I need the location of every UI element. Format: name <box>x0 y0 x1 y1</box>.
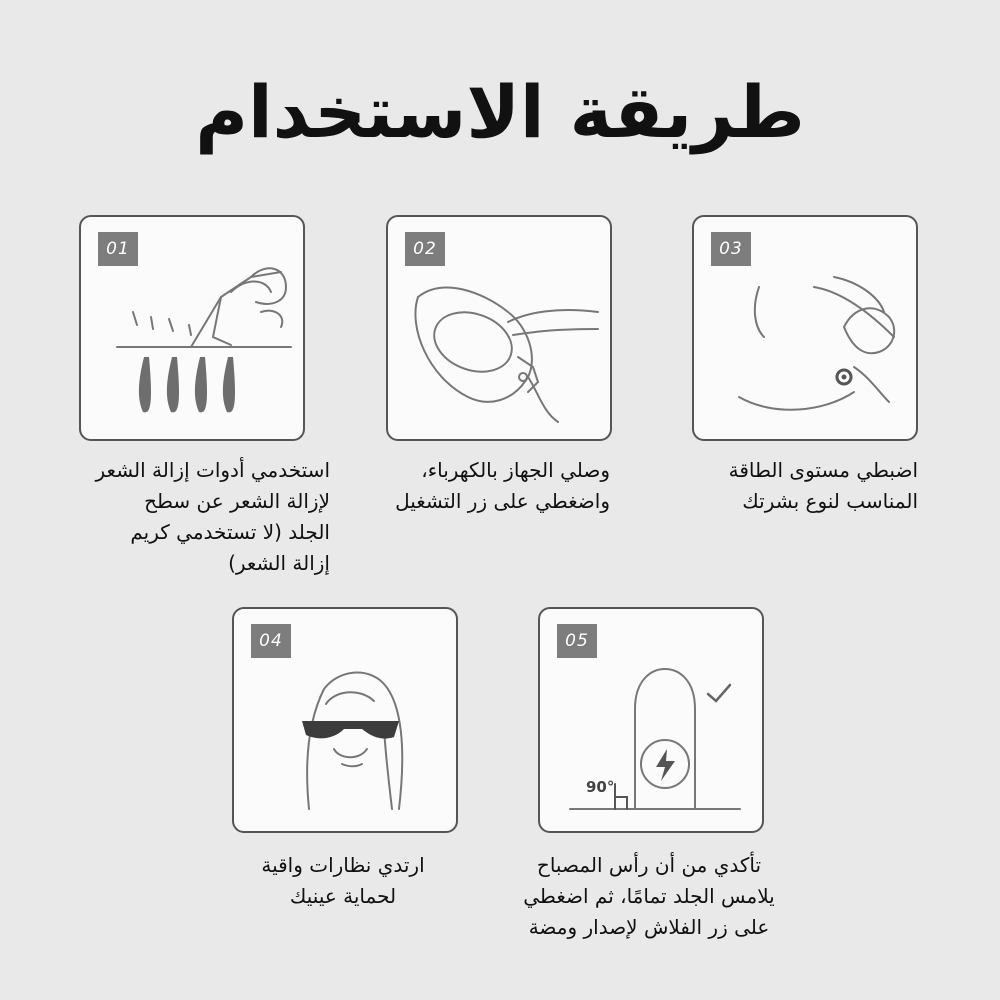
step-description: استخدمي أدوات إزالة الشعر لإزالة الشعر عن سطح الجلد (لا تستخدمي كريم إزالة الشعر) <box>95 458 330 575</box>
step-number: 01 <box>98 232 138 266</box>
step-description: وصلي الجهاز بالكهرباء، واضغطي على زر التشغيل <box>395 458 610 513</box>
step-card <box>79 215 305 441</box>
page-title: طريقة الاستخدام <box>195 70 805 154</box>
step-number: 05 <box>557 624 597 658</box>
step-description: اضبطي مستوى الطاقة المناسب لنوع بشرتك <box>728 458 918 513</box>
step-card <box>692 215 918 441</box>
angle-label: 90° <box>586 778 615 796</box>
step-number: 02 <box>405 232 445 266</box>
step-number: 03 <box>711 232 751 266</box>
step-card <box>538 607 764 833</box>
step-description: تأكدي من أن رأس المصباح يلامس الجلد تمامًا، ثم اضغطي على زر الفلاش لإصدار ومضة <box>523 853 775 939</box>
step-card <box>386 215 612 441</box>
step-card <box>232 607 458 833</box>
step-description: ارتدي نظارات واقية لحماية عينيك <box>261 853 425 908</box>
step-number: 04 <box>251 624 291 658</box>
